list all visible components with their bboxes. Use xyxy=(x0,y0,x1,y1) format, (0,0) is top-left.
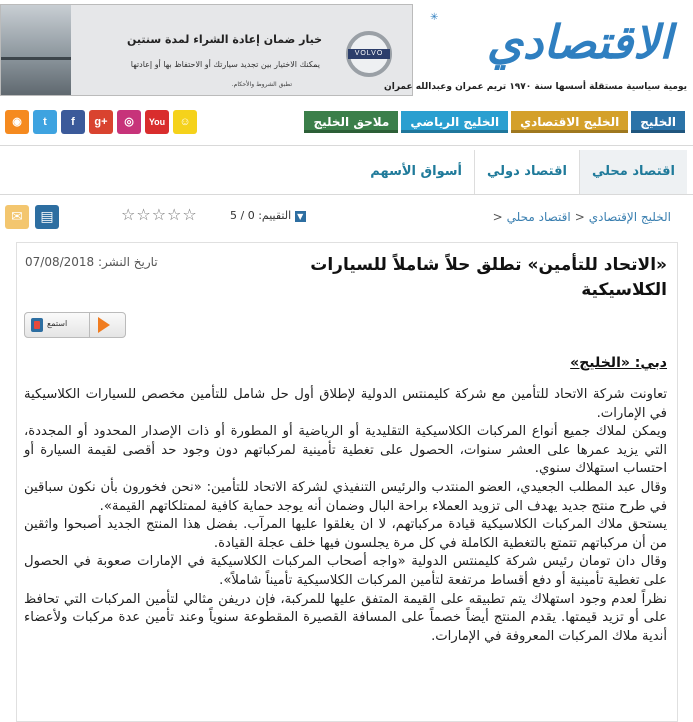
article-paragraph: وقال عبد المطلب الجعيدي، العضو المنتدب والرئيس التنفيذي لشركة الاتحاد للتأمين: «نحن فخورون بأن نكون سباقين في طرح منتج جديد يهدف الى تزويد العملاء براحة البال وضمان أنه يوجد حماية كافية لممتلكاتهم القيمة». xyxy=(24,479,667,514)
article-title: «الاتحاد للتأمين» تطلق حلاً شاملاً للسيارات الكلاسيكية xyxy=(310,255,667,300)
ad-banner[interactable] xyxy=(0,4,413,96)
youtube-icon[interactable]: You xyxy=(145,110,169,134)
publish-date xyxy=(25,255,158,269)
star-icon[interactable]: ☆ xyxy=(182,205,197,224)
article-body xyxy=(24,386,667,646)
volvo-logo-icon xyxy=(346,31,392,77)
logo-compass-icon: ✳ xyxy=(430,12,439,23)
breadcrumb xyxy=(489,210,671,224)
ad-terms: تطبق الشروط والأحكام. xyxy=(231,81,292,88)
google-plus-icon[interactable]: g+ xyxy=(89,110,113,134)
breadcrumb-item-local-economy[interactable]: اقتصاد محلي xyxy=(506,210,571,224)
logo-tagline: يومية سياسية مستقلة أسسها سنة ١٩٧٠ تريم عمران وعبدالله عمران xyxy=(384,82,687,92)
audio-player[interactable] xyxy=(24,312,126,338)
nav-tab-alkhaleej[interactable]: الخليج xyxy=(631,111,685,133)
facebook-icon[interactable]: f xyxy=(61,110,85,134)
rating-summary: ▼ التقييم: 0 / 5 xyxy=(230,209,306,222)
rating-stars xyxy=(120,205,197,224)
publish-date-label: تاريخ النشر: xyxy=(98,255,158,269)
email-icon[interactable]: ✉ xyxy=(5,205,29,229)
article-paragraph: يستحق ملاك المركبات الكلاسيكية قيادة مركباتهم، لا ان يغلقوا عليها المرآب. بفضل هذا المنتج الجديد أصبحوا واثقين من أن مركباتهم تتمتع بالتغطية الكاملة في كل مرة يجلسون فيها خلف عجلة القيادة. xyxy=(24,517,667,551)
breadcrumb-item-gulf-economic[interactable]: الخليج الإقتصادي xyxy=(588,210,671,224)
logo-name: الاقتصادي xyxy=(486,15,672,69)
site-logo[interactable] xyxy=(430,6,680,76)
ad-brand: VOLVO xyxy=(348,49,390,59)
ad-subline: يمكنك الاختيار بين تجديد سيارتك أو الاحتفاظ بها أو إعادتها xyxy=(130,60,320,69)
ad-headline: خيار ضمان إعادة الشراء لمدة سنتين xyxy=(127,33,322,46)
header-divider xyxy=(0,145,693,146)
article-paragraph: تعاونت شركة الاتحاد للتأمين مع شركة كليمنتس الدولية لإطلاق أول حل شامل للتأمين مخصص للسيارات الكلاسيكية في الإمارات. xyxy=(24,387,667,421)
instagram-icon[interactable]: ◎ xyxy=(117,110,141,134)
article-dateline: دبي: «الخليج» xyxy=(570,355,667,371)
listen-label: استمع xyxy=(47,319,68,328)
main-nav xyxy=(304,111,685,133)
tab-international-economy[interactable]: اقتصاد دولي xyxy=(474,150,579,194)
social-links xyxy=(5,110,197,134)
article-card xyxy=(16,242,678,722)
speaker-icon xyxy=(31,318,43,332)
star-icon[interactable]: ☆ xyxy=(121,205,136,224)
tab-local-economy[interactable]: اقتصاد محلي xyxy=(579,150,687,194)
rss-icon[interactable]: ◉ xyxy=(5,110,29,134)
ad-image xyxy=(1,5,71,96)
tab-stock-markets[interactable]: أسواق الأسهم xyxy=(370,164,462,179)
article-paragraph: ويمكن لملاك جميع أنواع المركبات الكلاسيكية التقليدية أو الرياضية أو المطورة أو ذات الإصدار المحدود أو المجددة، التي يزيد عمرها على العشر سنوات، الحصول على تغطية تأمينية لمركباتهم دون وجود حد أقصى لقيمة السيارة أو احتساب استهلاك سنوي. xyxy=(24,424,667,477)
rating-dropdown-icon[interactable]: ▼ xyxy=(295,211,306,222)
rating-max: 5 xyxy=(230,209,237,222)
print-icon[interactable]: ▤ xyxy=(35,205,59,229)
publish-date-value: 07/08/2018 xyxy=(25,255,95,269)
nav-tab-supplements[interactable]: ملاحق الخليج xyxy=(304,111,398,133)
breadcrumb-separator: < xyxy=(492,210,503,224)
player-divider xyxy=(89,313,90,337)
play-icon[interactable] xyxy=(98,317,110,333)
sub-nav xyxy=(358,150,687,194)
article-paragraph: وقال دان تومان رئيس شركة كليمنتس الدولية «واجه أصحاب المركبات الكلاسيكية في الإمارات صعوبة في الحصول على تغطية تأمينية أو دفع أقساط مرتفعة لتأمين المركبات الكلاسيكية تأميناً شاملاً». xyxy=(24,554,667,588)
breadcrumb-separator: < xyxy=(574,210,585,224)
twitter-icon[interactable]: t xyxy=(33,110,57,134)
nav-tab-sports[interactable]: الخليج الرياضي xyxy=(401,111,508,133)
rating-label: التقييم: xyxy=(258,209,292,222)
article-paragraph: نظراً لعدم وجود استهلاك يتم تطبيقه على القيمة المتفق عليها للمركبة، فإن دريفن مثالي لتأمين المركبات التي تحافظ على أو تزيد قيمتها. يقدم المنتج أيضاً خصماً على المسافة القصيرة المقطوعة سنوياً وعند تأمين عدة مركبات ولأعضاء أندية ملاك المركبات المعروفة في الإمارات. xyxy=(24,591,667,644)
rating-value: 0 xyxy=(247,209,255,222)
subnav-divider xyxy=(0,194,693,195)
star-icon[interactable]: ☆ xyxy=(136,205,151,224)
snapchat-icon[interactable]: ☺ xyxy=(173,110,197,134)
star-icon[interactable]: ☆ xyxy=(167,205,182,224)
nav-tab-economic[interactable]: الخليج الاقتصادي xyxy=(511,111,628,133)
star-icon[interactable]: ☆ xyxy=(151,205,167,224)
